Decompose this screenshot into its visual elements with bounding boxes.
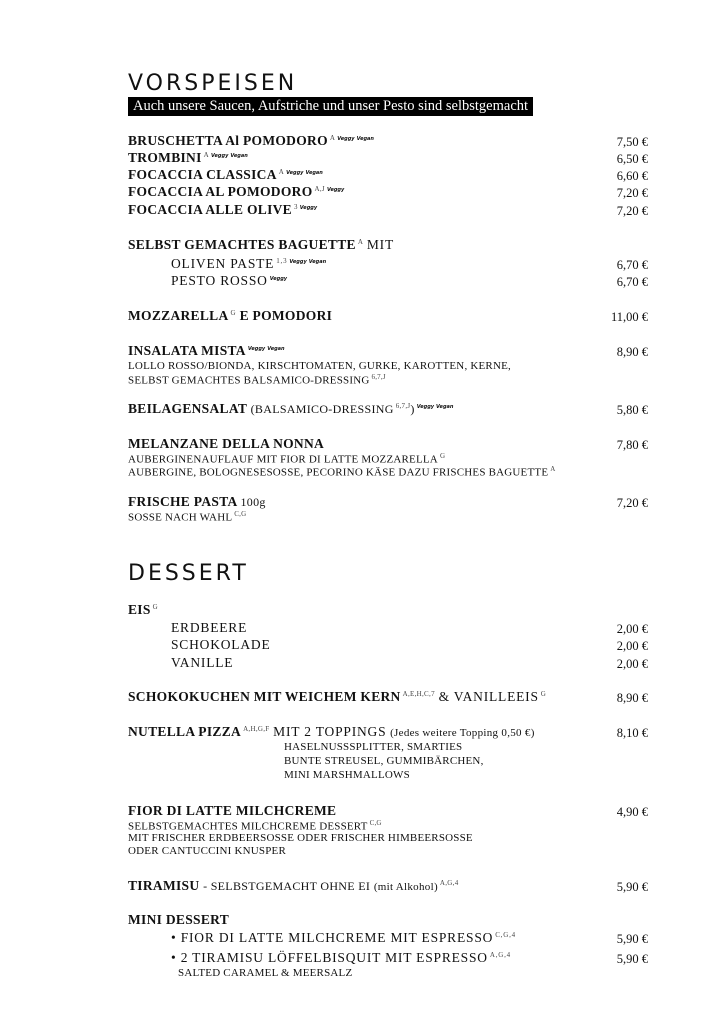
vegan-badge-icon: Vegan	[267, 345, 285, 352]
price: 8,90 €	[616, 345, 648, 359]
price: 5,90 €	[616, 932, 648, 946]
veggy-badge-icon: Veggy	[326, 186, 345, 193]
menu-item-focaccia-classica: FOCACCIA CLASSICA $^A$ Veggy Vegan	[128, 167, 323, 182]
homemade-notice: Auch unsere Saucen, Aufstriche und unser Pesto sind selbstgemacht	[128, 97, 533, 116]
price: 7,20 €	[616, 496, 648, 510]
menu-item-focaccia-pomodoro: FOCACCIA AL POMODORO $^{A,J}$ Veggy	[128, 184, 345, 199]
veggy-badge-icon: Veggy	[269, 275, 288, 282]
veggy-badge-icon: Veggy	[211, 152, 229, 159]
menu-item-bruschetta: BRUSCHETTA Al POMODORO $^A$ Veggy Vegan	[128, 133, 374, 148]
price: 2,00 €	[616, 622, 648, 636]
mini-dessert-option: • FIOR DI LATTE MILCHCREME MIT ESPRESSO $^{C,G,4}$	[171, 930, 516, 945]
price: 11,00 €	[610, 310, 648, 324]
menu-item-mozzarella: MOZZARELLA $^G$ E POMODORI	[128, 308, 333, 323]
price: 5,90 €	[616, 952, 648, 966]
price: 7,80 €	[616, 438, 648, 452]
price: 7,20 €	[616, 204, 648, 218]
veggy-badge-icon: Veggy	[247, 345, 266, 352]
price: 6,50 €	[616, 152, 648, 166]
section-title-vorspeisen: VORSPEISEN	[128, 71, 298, 96]
eis-flavor: ERDBEERE	[171, 620, 248, 635]
veggy-badge-icon: Veggy	[289, 258, 307, 265]
vegan-badge-icon: Vegan	[230, 152, 248, 159]
item-description: LOLLO ROSSO/BIONDA, KIRSCHTOMATEN, GURKE, KAROTTEN, KERNE,	[128, 360, 511, 372]
vegan-badge-icon: Vegan	[308, 258, 327, 265]
price: 8,10 €	[616, 726, 648, 740]
price: 2,00 €	[616, 639, 648, 653]
menu-item-baguette: SELBST GEMACHTES BAGUETTE $^A$ MIT	[128, 237, 395, 252]
vegan-badge-icon: Vegan	[356, 135, 374, 142]
menu-item-melanzane: MELANZANE DELLA NONNA	[128, 436, 325, 451]
menu-item-focaccia-olive: FOCACCIA ALLE OLIVE $^3$ Veggy	[128, 202, 318, 217]
item-description: AUBERGINE, BOLOGNESESOSSE, PECORINO KÄSE DAZU FRISCHES BAGUETTE $^A$	[128, 465, 556, 479]
price: 5,80 €	[616, 403, 648, 417]
menu-item-nutella-pizza: NUTELLA PIZZA $^{A,H,G,F}$ MIT 2 TOPPINGS (Jedes weitere Topping 0,50 €)	[128, 724, 535, 739]
price: 2,00 €	[616, 657, 648, 671]
baguette-option-pesto: PESTO ROSSO Veggy	[171, 273, 288, 288]
price: 4,90 €	[616, 805, 648, 819]
price: 6,70 €	[616, 275, 648, 289]
price: 8,90 €	[616, 691, 648, 705]
item-description: SOSSE NACH WAHL $^{C,G}$	[128, 510, 247, 524]
item-description: SELBSTGEMACHTES MILCHCREME DESSERT $^{C,G}$	[128, 819, 382, 833]
menu-item-pasta: FRISCHE PASTA 100g	[128, 494, 266, 509]
topping-option: HASELNUSSSPLITTER, SMARTIES	[284, 741, 463, 753]
price: 7,20 €	[616, 186, 648, 200]
price: 6,60 €	[616, 169, 648, 183]
veggy-badge-icon: Veggy	[416, 403, 435, 410]
price: 5,90 €	[616, 880, 648, 894]
menu-item-eis: EIS $^G$	[128, 602, 159, 617]
item-description: SELBST GEMACHTES BALSAMICO-DRESSING $^{6,7,J}$	[128, 373, 386, 387]
veggy-badge-icon: Veggy	[337, 135, 355, 142]
menu-item-milchcreme: FIOR DI LATTE MILCHCREME	[128, 803, 337, 818]
menu-item-schokokuchen: SCHOKOKUCHEN MIT WEICHEM KERN $^{A,E,H,C,7}$ & VANILLEEIS $^G$	[128, 689, 547, 704]
item-description: AUBERGINENAUFLAUF MIT FIOR DI LATTE MOZZARELLA $^G$	[128, 452, 446, 466]
menu-item-tiramisu: TIRAMISU - SELBSTGEMACHT OHNE EI (mit Alkohol) $^{A,G,4}$	[128, 878, 459, 893]
price: 7,50 €	[616, 135, 648, 149]
veggy-badge-icon: Veggy	[286, 169, 304, 176]
menu-item-trombini: TROMBINI $^A$ Veggy Vegan	[128, 150, 248, 165]
mini-dessert-note: SALTED CARAMEL & MEERSALZ	[178, 967, 353, 979]
baguette-option-oliven: OLIVEN PASTE $^{1,3}$ Veggy Vegan	[171, 256, 327, 271]
item-description: ODER CANTUCCINI KNUSPER	[128, 845, 286, 857]
menu-item-beilagensalat: BEILAGENSALAT (BALSAMICO-DRESSING $^{6,7,J}$) Veggy Vegan	[128, 401, 454, 416]
vegan-badge-icon: Vegan	[305, 169, 323, 176]
price: 6,70 €	[616, 258, 648, 272]
eis-flavor: VANILLE	[171, 655, 234, 670]
menu-item-mini-dessert: MINI DESSERT	[128, 912, 230, 927]
topping-option: MINI MARSHMALLOWS	[284, 769, 410, 781]
menu-item-insalata: INSALATA MISTA Veggy Vegan	[128, 343, 285, 358]
item-description: MIT FRISCHER ERDBEERSOSSE ODER FRISCHER HIMBEERSOSSE	[128, 832, 473, 844]
mini-dessert-option: • 2 TIRAMISU LÖFFELBISQUIT MIT ESPRESSO $^{A,G,4}$	[171, 950, 511, 965]
vegan-badge-icon: Vegan	[436, 403, 454, 410]
section-title-dessert: DESSERT	[128, 561, 249, 586]
topping-option: BUNTE STREUSEL, GUMMIBÄRCHEN,	[284, 755, 484, 767]
veggy-badge-icon: Veggy	[299, 204, 318, 211]
eis-flavor: SCHOKOLADE	[171, 637, 271, 652]
